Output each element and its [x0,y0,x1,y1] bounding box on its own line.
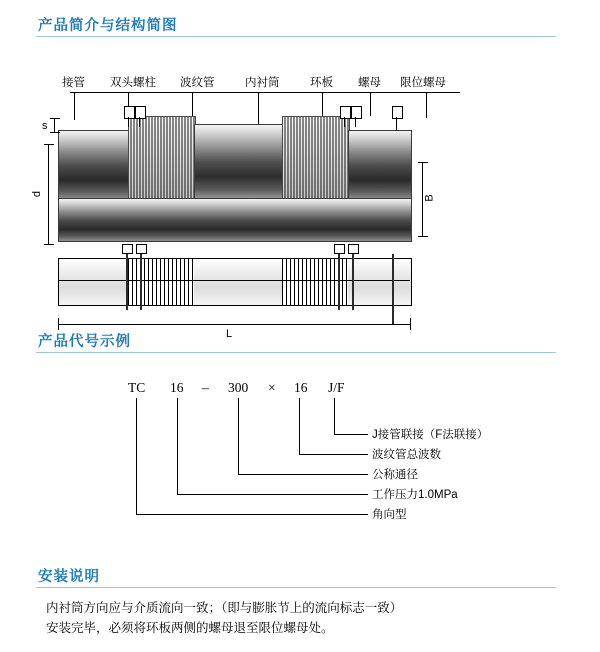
leader-pipe [74,92,75,120]
code-token-waves: 16 [294,380,308,395]
structure-drawing [31,62,560,340]
dim-tick-b-top [418,162,428,163]
section-underline-install [36,587,556,588]
bottom-rod-left-1 [126,248,128,310]
stud-head-left-1 [124,106,135,119]
dim-line-s [54,118,55,132]
code-token-connection: J/F [328,380,345,395]
section-underline-code [36,352,556,353]
bottom-bolt-right-1 [334,244,345,254]
bottom-view-left-bellows [128,258,194,306]
code-desc-pressure: 工作压力1.0MPa [372,489,458,501]
dim-label-l: L [226,328,233,340]
code-desc-waves: 波纹管总波数 [372,449,441,461]
code-desc-type: 角向型 [372,509,407,521]
bottom-bolt-left-1 [122,244,133,254]
stud-stem-left-1 [128,117,129,127]
bottom-rod-left-2 [140,248,142,310]
bottom-rod-right-1 [338,248,340,310]
dim-tick-d-bottom [44,244,54,245]
dim-line-d [48,144,49,244]
code-leader-diameter-h [238,474,368,475]
install-note-1: 内衬筒方向应与介质流向一致；（即与膨胀节上的流向标志一致） [46,601,403,615]
right-bellows [282,116,350,200]
code-leader-type-h [136,514,368,515]
section-underline-structure [36,36,556,37]
left-bellows [128,116,196,200]
center-liner-tube [194,124,284,200]
stud-head-right-2 [351,106,362,119]
stud-head-left-2 [135,106,146,119]
top-view-lower-body [58,198,412,242]
dim-label-s: s [42,120,48,132]
dim-tick-l-right [410,318,411,330]
code-leader-connection [334,398,335,434]
code-leader-pressure-h [177,494,368,495]
leader-limit-nut [426,92,427,118]
left-pipe-body [58,130,130,200]
section-title-structure: 产品简介与结构简图 [38,18,178,34]
code-leader-waves-h [299,454,368,455]
code-token-dash: – [202,380,209,395]
code-leader-type [136,398,137,514]
code-leader-connection-h [334,434,368,435]
dim-label-d: d [31,190,44,198]
dim-line-l [58,324,410,325]
dim-label-b: B [423,194,436,202]
dim-tick-b-bottom [418,236,428,237]
install-note-2: 安装完毕，必须将环板两侧的螺母退至限位螺母处。 [46,621,334,635]
callout-label-double-stud: 双头螺柱 [110,77,156,89]
dim-tick-s-bottom [50,132,60,133]
right-pipe-body [348,130,412,200]
product-code-diagram [40,372,560,532]
code-token-diameter: 300 [228,380,249,395]
bottom-bolt-left-2 [136,244,147,254]
callout-label-nut: 螺母 [358,77,381,89]
code-desc-connection: J接管联接（F法联接） [372,429,489,441]
callout-label-ring-plate: 环板 [310,77,333,89]
code-leader-pressure [177,398,178,494]
code-desc-diameter: 公称通径 [372,469,418,481]
code-token-times: × [268,380,276,395]
code-token-type: TC [128,380,146,395]
limit-nut-stem [396,117,397,131]
stud-stem-right-2 [355,117,356,127]
section-title-code: 产品代号示例 [38,334,131,350]
callout-label-bellows: 波纹管 [180,77,215,89]
leader-nut [370,92,371,116]
code-leader-diameter [238,398,239,474]
bottom-bolt-right-2 [348,244,359,254]
callout-label-liner: 内衬筒 [245,77,280,89]
dim-tick-l-left [58,318,59,330]
stud-head-right-1 [340,106,351,119]
code-token-pressure: 16 [170,380,184,395]
dim-tick-d-top [44,144,54,145]
limit-nut-head [392,106,403,119]
stud-stem-right-1 [344,117,345,127]
section-title-install: 安装说明 [38,569,100,585]
code-leader-waves [299,398,300,454]
stud-stem-left-2 [139,117,140,127]
bottom-view-centerline [58,280,410,281]
bottom-rod-limit [392,254,394,324]
bottom-view-body [58,258,412,306]
callout-label-pipe: 接管 [62,77,85,89]
dim-tick-s-top [50,118,60,119]
install-notes [46,598,566,638]
callout-label-limit-nut: 限位螺母 [400,77,446,89]
bottom-rod-right-2 [352,248,354,310]
